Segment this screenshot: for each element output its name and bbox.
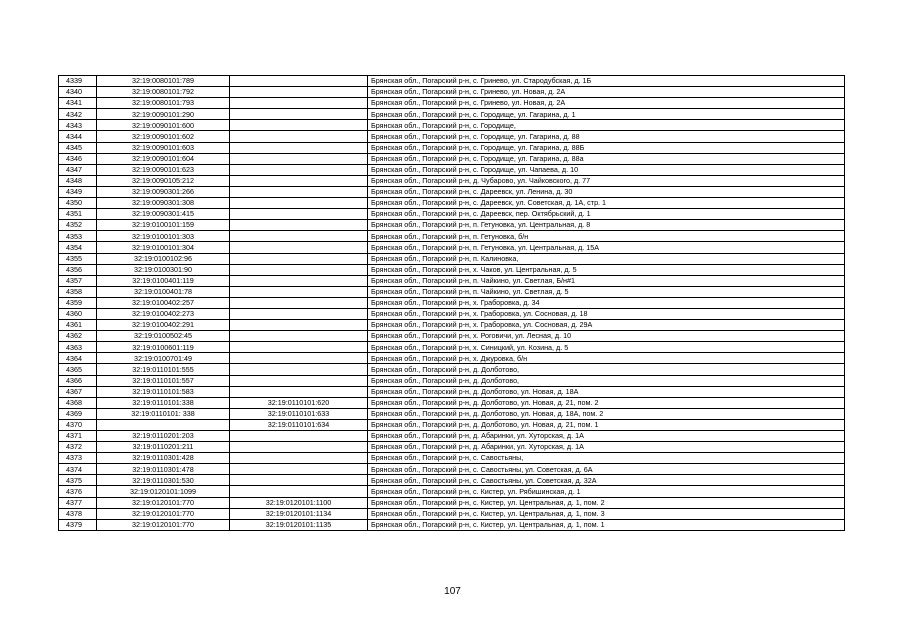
room-cadastral-number-cell	[230, 364, 368, 375]
row-number-cell: 4369	[59, 408, 97, 419]
room-cadastral-number-cell: 32:19:0120101:1134	[230, 508, 368, 519]
row-number-cell: 4376	[59, 486, 97, 497]
room-cadastral-number-cell	[230, 198, 368, 209]
room-cadastral-number-cell	[230, 386, 368, 397]
row-number-cell: 4352	[59, 220, 97, 231]
address-cell: Брянская обл., Погарский р-н, с. Гринево, ул. Новая, д. 2А	[368, 87, 845, 98]
address-cell: Брянская обл., Погарский р-н, с. Савостьяны,	[368, 453, 845, 464]
cadastral-number-cell: 32:19:0100101:304	[97, 242, 230, 253]
property-table-container	[58, 75, 845, 531]
room-cadastral-number-cell	[230, 109, 368, 120]
room-cadastral-number-cell	[230, 464, 368, 475]
room-cadastral-number-cell	[230, 142, 368, 153]
address-cell: Брянская обл., Погарский р-н, с. Кистер, ул. Центральная, д. 1, пом. 2	[368, 497, 845, 508]
address-cell: Брянская обл., Погарский р-н, д. Долботово, ул. Новая, д. 21, пом. 1	[368, 419, 845, 430]
table-row	[59, 442, 845, 453]
room-cadastral-number-cell: 32:19:0110101:620	[230, 397, 368, 408]
cadastral-number-cell: 32:19:0090101:602	[97, 131, 230, 142]
cadastral-number-cell: 32:19:0110101:555	[97, 364, 230, 375]
cadastral-number-cell: 32:19:0100402:273	[97, 308, 230, 319]
row-number-cell: 4346	[59, 153, 97, 164]
room-cadastral-number-cell	[230, 275, 368, 286]
cadastral-number-cell: 32:19:0090301:266	[97, 186, 230, 197]
room-cadastral-number-cell	[230, 342, 368, 353]
address-cell: Брянская обл., Погарский р-н, с. Дареевск, пер. Октябрьский, д. 1	[368, 209, 845, 220]
address-cell: Брянская обл., Погарский р-н, х. Роговичи, ул. Лесная, д. 10	[368, 331, 845, 342]
address-cell: Брянская обл., Погарский р-н, х. Граборовка, д. 34	[368, 297, 845, 308]
room-cadastral-number-cell	[230, 286, 368, 297]
room-cadastral-number-cell	[230, 297, 368, 308]
table-row	[59, 164, 845, 175]
cadastral-number-cell: 32:19:0120101:770	[97, 519, 230, 530]
table-row	[59, 286, 845, 297]
row-number-cell: 4370	[59, 419, 97, 430]
address-cell: Брянская обл., Погарский р-н, д. Долботово, ул. Новая, д. 21, пом. 2	[368, 397, 845, 408]
table-row	[59, 397, 845, 408]
cadastral-number-cell: 32:19:0100101:303	[97, 231, 230, 242]
table-row	[59, 131, 845, 142]
row-number-cell: 4367	[59, 386, 97, 397]
address-cell: Брянская обл., Погарский р-н, д. Долботово, ул. Новая, д. 18А, пом. 2	[368, 408, 845, 419]
row-number-cell: 4374	[59, 464, 97, 475]
address-cell: Брянская обл., Погарский р-н, с. Городище, ул. Чапаева, д. 10	[368, 164, 845, 175]
table-row	[59, 497, 845, 508]
cadastral-number-cell: 32:19:0100401:78	[97, 286, 230, 297]
property-table	[58, 75, 845, 531]
address-cell: Брянская обл., Погарский р-н, с. Савостьяны, ул. Советская, д. 6А	[368, 464, 845, 475]
address-cell: Брянская обл., Погарский р-н, п. Гетуновка, ул. Центральная, д. 15А	[368, 242, 845, 253]
row-number-cell: 4343	[59, 120, 97, 131]
cadastral-number-cell: 32:19:0080101:789	[97, 76, 230, 87]
room-cadastral-number-cell	[230, 209, 368, 220]
row-number-cell: 4362	[59, 331, 97, 342]
table-row	[59, 375, 845, 386]
table-row	[59, 408, 845, 419]
room-cadastral-number-cell	[230, 375, 368, 386]
row-number-cell: 4341	[59, 98, 97, 109]
row-number-cell: 4363	[59, 342, 97, 353]
cadastral-number-cell: 32:19:0080101:793	[97, 98, 230, 109]
cadastral-number-cell: 32:19:0100102:96	[97, 253, 230, 264]
table-row	[59, 353, 845, 364]
room-cadastral-number-cell	[230, 153, 368, 164]
cadastral-number-cell: 32:19:0110201:211	[97, 442, 230, 453]
address-cell: Брянская обл., Погарский р-н, с. Дареевск, ул. Советская, д. 1А, стр. 1	[368, 198, 845, 209]
table-row	[59, 231, 845, 242]
room-cadastral-number-cell	[230, 242, 368, 253]
address-cell: Брянская обл., Погарский р-н, с. Кистер, ул. Центральная, д. 1, пом. 1	[368, 519, 845, 530]
cadastral-number-cell: 32:19:0090101:623	[97, 164, 230, 175]
room-cadastral-number-cell	[230, 186, 368, 197]
property-table-body	[59, 76, 845, 531]
row-number-cell: 4345	[59, 142, 97, 153]
address-cell: Брянская обл., Погарский р-н, с. Кистер, ул. Центральная, д. 1, пом. 3	[368, 508, 845, 519]
table-row	[59, 264, 845, 275]
room-cadastral-number-cell	[230, 475, 368, 486]
row-number-cell: 4353	[59, 231, 97, 242]
cadastral-number-cell: 32:19:0110201:203	[97, 431, 230, 442]
table-row	[59, 453, 845, 464]
table-row	[59, 186, 845, 197]
address-cell: Брянская обл., Погарский р-н, с. Гринево, ул. Новая, д. 2А	[368, 98, 845, 109]
cadastral-number-cell: 32:19:0110301:530	[97, 475, 230, 486]
row-number-cell: 4365	[59, 364, 97, 375]
address-cell: Брянская обл., Погарский р-н, с. Городище,	[368, 120, 845, 131]
cadastral-number-cell: 32:19:0090101:600	[97, 120, 230, 131]
cadastral-number-cell: 32:19:0100301:90	[97, 264, 230, 275]
table-row	[59, 486, 845, 497]
row-number-cell: 4358	[59, 286, 97, 297]
cadastral-number-cell: 32:19:0110301:428	[97, 453, 230, 464]
row-number-cell: 4368	[59, 397, 97, 408]
address-cell: Брянская обл., Погарский р-н, п. Калиновка,	[368, 253, 845, 264]
row-number-cell: 4359	[59, 297, 97, 308]
cadastral-number-cell: 32:19:0090301:415	[97, 209, 230, 220]
cadastral-number-cell	[97, 419, 230, 430]
room-cadastral-number-cell	[230, 453, 368, 464]
table-row	[59, 431, 845, 442]
address-cell: Брянская обл., Погарский р-н, х. Граборовка, ул. Сосновая, д. 18	[368, 308, 845, 319]
row-number-cell: 4379	[59, 519, 97, 530]
row-number-cell: 4355	[59, 253, 97, 264]
table-row	[59, 386, 845, 397]
address-cell: Брянская обл., Погарский р-н, с. Городище, ул. Гагарина, д. 1	[368, 109, 845, 120]
table-row	[59, 308, 845, 319]
table-row	[59, 297, 845, 308]
room-cadastral-number-cell	[230, 175, 368, 186]
room-cadastral-number-cell	[230, 264, 368, 275]
row-number-cell: 4357	[59, 275, 97, 286]
cadastral-number-cell: 32:19:0100701:49	[97, 353, 230, 364]
room-cadastral-number-cell	[230, 431, 368, 442]
cadastral-number-cell: 32:19:0120101:770	[97, 508, 230, 519]
room-cadastral-number-cell	[230, 131, 368, 142]
cadastral-number-cell: 32:19:0100402:291	[97, 320, 230, 331]
room-cadastral-number-cell	[230, 353, 368, 364]
row-number-cell: 4344	[59, 131, 97, 142]
room-cadastral-number-cell	[230, 231, 368, 242]
cadastral-number-cell: 32:19:0090101:290	[97, 109, 230, 120]
table-row	[59, 87, 845, 98]
cadastral-number-cell: 32:19:0090105:212	[97, 175, 230, 186]
table-row	[59, 508, 845, 519]
address-cell: Брянская обл., Погарский р-н, х. Джуровка, б/н	[368, 353, 845, 364]
address-cell: Брянская обл., Погарский р-н, д. Долботово,	[368, 375, 845, 386]
row-number-cell: 4350	[59, 198, 97, 209]
table-row	[59, 331, 845, 342]
table-row	[59, 519, 845, 530]
room-cadastral-number-cell	[230, 486, 368, 497]
cadastral-number-cell: 32:19:0090101:603	[97, 142, 230, 153]
room-cadastral-number-cell: 32:19:0110101:634	[230, 419, 368, 430]
row-number-cell: 4372	[59, 442, 97, 453]
cadastral-number-cell: 32:19:0100402:257	[97, 297, 230, 308]
address-cell: Брянская обл., Погарский р-н, с. Гринево, ул. Стародубская, д. 1Б	[368, 76, 845, 87]
row-number-cell: 4377	[59, 497, 97, 508]
row-number-cell: 4339	[59, 76, 97, 87]
room-cadastral-number-cell: 32:19:0110101:633	[230, 408, 368, 419]
table-row	[59, 364, 845, 375]
cadastral-number-cell: 32:19:0110101:583	[97, 386, 230, 397]
table-row	[59, 464, 845, 475]
row-number-cell: 4378	[59, 508, 97, 519]
table-row	[59, 475, 845, 486]
table-row	[59, 419, 845, 430]
cadastral-number-cell: 32:19:0120101:770	[97, 497, 230, 508]
table-row	[59, 342, 845, 353]
room-cadastral-number-cell	[230, 120, 368, 131]
table-row	[59, 98, 845, 109]
address-cell: Брянская обл., Погарский р-н, п. Гетуновка, ул. Центральная, д. 8	[368, 220, 845, 231]
row-number-cell: 4373	[59, 453, 97, 464]
row-number-cell: 4354	[59, 242, 97, 253]
address-cell: Брянская обл., Погарский р-н, х. Граборовка, ул. Сосновая, д. 29А	[368, 320, 845, 331]
address-cell: Брянская обл., Погарский р-н, п. Чайкино, ул. Светлая, Б/н#1	[368, 275, 845, 286]
address-cell: Брянская обл., Погарский р-н, с. Савостьяны, ул. Советская, д. 32А	[368, 475, 845, 486]
room-cadastral-number-cell	[230, 220, 368, 231]
row-number-cell: 4361	[59, 320, 97, 331]
cadastral-number-cell: 32:19:0120101:1099	[97, 486, 230, 497]
room-cadastral-number-cell	[230, 442, 368, 453]
room-cadastral-number-cell: 32:19:0120101:1100	[230, 497, 368, 508]
address-cell: Брянская обл., Погарский р-н, д. Долботово,	[368, 364, 845, 375]
room-cadastral-number-cell	[230, 331, 368, 342]
address-cell: Брянская обл., Погарский р-н, с. Городище, ул. Гагарина, д. 88	[368, 131, 845, 142]
row-number-cell: 4360	[59, 308, 97, 319]
address-cell: Брянская обл., Погарский р-н, с. Кистер, ул. Рябишинская, д. 1	[368, 486, 845, 497]
row-number-cell: 4340	[59, 87, 97, 98]
table-row	[59, 76, 845, 87]
row-number-cell: 4371	[59, 431, 97, 442]
row-number-cell: 4364	[59, 353, 97, 364]
address-cell: Брянская обл., Погарский р-н, х. Синицкий, ул. Козина, д. 5	[368, 342, 845, 353]
room-cadastral-number-cell	[230, 76, 368, 87]
cadastral-number-cell: 32:19:0100601:119	[97, 342, 230, 353]
table-row	[59, 198, 845, 209]
cadastral-number-cell: 32:19:0100502:45	[97, 331, 230, 342]
row-number-cell: 4342	[59, 109, 97, 120]
table-row	[59, 175, 845, 186]
row-number-cell: 4348	[59, 175, 97, 186]
row-number-cell: 4375	[59, 475, 97, 486]
cadastral-number-cell: 32:19:0110101: 338	[97, 408, 230, 419]
room-cadastral-number-cell	[230, 98, 368, 109]
room-cadastral-number-cell	[230, 253, 368, 264]
room-cadastral-number-cell: 32:19:0120101:1135	[230, 519, 368, 530]
row-number-cell: 4366	[59, 375, 97, 386]
table-row	[59, 275, 845, 286]
cadastral-number-cell: 32:19:0110101:557	[97, 375, 230, 386]
room-cadastral-number-cell	[230, 87, 368, 98]
row-number-cell: 4356	[59, 264, 97, 275]
address-cell: Брянская обл., Погарский р-н, д. Чубарово, ул. Чайковского, д. 77	[368, 175, 845, 186]
address-cell: Брянская обл., Погарский р-н, с. Городище, ул. Гагарина, д. 88а	[368, 153, 845, 164]
table-row	[59, 220, 845, 231]
address-cell: Брянская обл., Погарский р-н, п. Гетуновка, б/н	[368, 231, 845, 242]
table-row	[59, 242, 845, 253]
table-row	[59, 320, 845, 331]
address-cell: Брянская обл., Погарский р-н, х. Чаков, ул. Центральная, д. 5	[368, 264, 845, 275]
cadastral-number-cell: 32:19:0100401:119	[97, 275, 230, 286]
room-cadastral-number-cell	[230, 164, 368, 175]
row-number-cell: 4351	[59, 209, 97, 220]
address-cell: Брянская обл., Погарский р-н, п. Чайкино, ул. Светлая, д. 5	[368, 286, 845, 297]
cadastral-number-cell: 32:19:0080101:792	[97, 87, 230, 98]
cadastral-number-cell: 32:19:0110101:338	[97, 397, 230, 408]
cadastral-number-cell: 32:19:0090101:604	[97, 153, 230, 164]
room-cadastral-number-cell	[230, 320, 368, 331]
table-row	[59, 153, 845, 164]
room-cadastral-number-cell	[230, 308, 368, 319]
table-row	[59, 109, 845, 120]
address-cell: Брянская обл., Погарский р-н, д. Абаринки, ул. Хуторская, д. 1А	[368, 431, 845, 442]
address-cell: Брянская обл., Погарский р-н, д. Долботово, ул. Новая, д. 18А	[368, 386, 845, 397]
cadastral-number-cell: 32:19:0110301:478	[97, 464, 230, 475]
row-number-cell: 4347	[59, 164, 97, 175]
address-cell: Брянская обл., Погарский р-н, с. Городище, ул. Гагарина, д. 88Б	[368, 142, 845, 153]
table-row	[59, 142, 845, 153]
cadastral-number-cell: 32:19:0090301:308	[97, 198, 230, 209]
table-row	[59, 253, 845, 264]
table-row	[59, 120, 845, 131]
row-number-cell: 4349	[59, 186, 97, 197]
address-cell: Брянская обл., Погарский р-н, с. Дареевск, ул. Ленина, д. 30	[368, 186, 845, 197]
cadastral-number-cell: 32:19:0100101:159	[97, 220, 230, 231]
table-row	[59, 209, 845, 220]
address-cell: Брянская обл., Погарский р-н, д. Абаринки, ул. Хуторская, д. 1А	[368, 442, 845, 453]
page-number: 107	[444, 586, 461, 597]
